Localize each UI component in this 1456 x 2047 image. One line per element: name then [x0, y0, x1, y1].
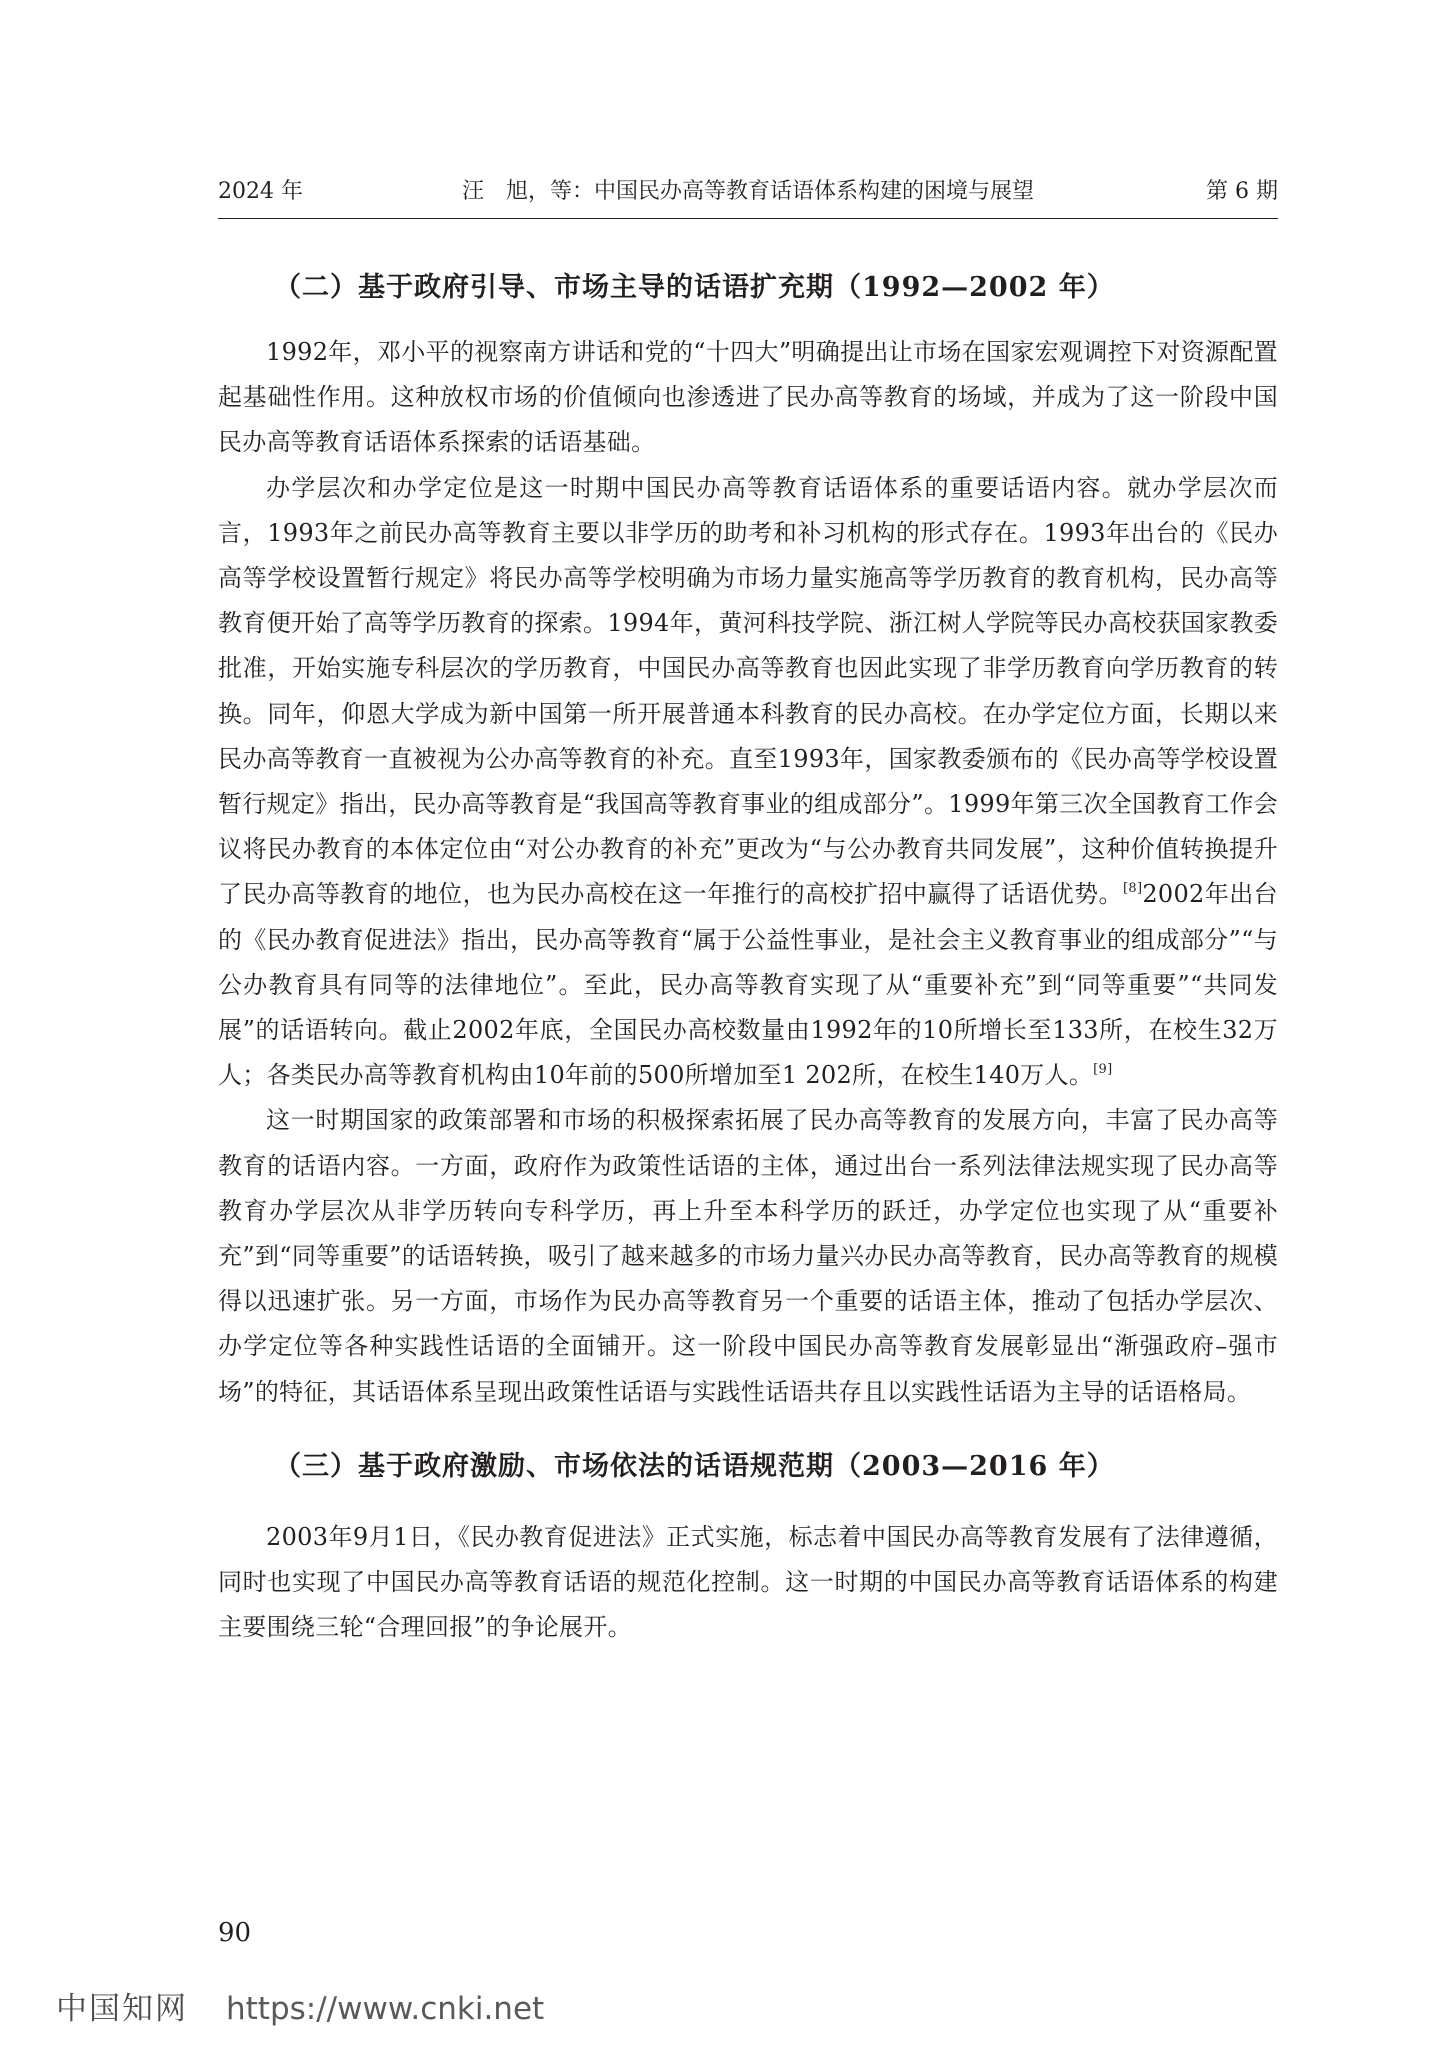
- header-running-title: 汪 旭，等：中国民办高等教育话语体系构建的困境与展望: [461, 179, 1034, 204]
- article-body: [218, 264, 1278, 1650]
- cnki-watermark: [56, 1984, 544, 2034]
- section-heading-3: （三）基于政府激励、市场依法的话语规范期（2003—2016 年）: [274, 1450, 1115, 1482]
- header-issue: 第 6 期: [1206, 179, 1278, 204]
- paragraph-text: 办学层次和办学定位是这一时期中国民办高等教育话语体系的重要话语内容。就办学层次而言，1993年之前民办高等教育主要以非学历的助考和补习机构的形式存在。1993年出台的《民办高等学校设置暂行规定》将民办高等学校明确为市场力量实施高等学历教育的教育机构，民办高等教育便开始了高等学历教育的探索。1994年，黄河科技学院、浙江树人学院等民办高校获国家教委批准，开始实施专科层次的学历教育，中国民办高等教育也因此实现了非学历教育向学历教育的转换。同年，仰恩大学成为新中国第一所开展普通本科教育的民办高校。在办学定位方面，长期以来民办高等教育一直被视为公办高等教育的补充。直至1993年，国家教委颁布的《民办高等学校设置暂行规定》指出，民办高等教育是“我国高等教育事业的组成部分”。1999年第三次全国教育工作会议将民办教育的本体定位由“对公办教育的补充”更改为“与公办教育共同发展”，这种价值转换提升了民办高等教育的地位，也为民办高校在这一年推行的高校扩招中赢得了话语优势。: [218, 473, 1278, 909]
- paragraph-text: 2002年出台的《民办教育促进法》指出，民办高等教育“属于公益性事业，是社会主义教育事业的组成部分”“与公办教育具有同等的法律地位”。至此，民办高等教育实现了从“重要补充”到“同等重要”“共同发展”的话语转向。截止2002年底，全国民办高校数量由1992年的10所增长至133所，在校生32万人；各类民办高等教育机构由10年前的500所增加至1 202所，在校生140万人。: [218, 880, 1278, 1090]
- citation-ref[interactable]: [8]: [1123, 881, 1143, 897]
- header-year: 2024 年: [218, 179, 303, 204]
- paragraph: 2003年9月1日，《民办教育促进法》正式实施，标志着中国民办高等教育发展有了法律遵循，同时也实现了中国民办高等教育话语的规范化控制。这一时期的中国民办高等教育话语体系的构建主要围绕三轮“合理回报”的争论展开。: [218, 1522, 1278, 1642]
- header-rule: [218, 218, 1278, 219]
- paragraph: 1992年，邓小平的视察南方讲话和党的“十四大”明确提出让市场在国家宏观调控下对资源配置起基础性作用。这种放权市场的价值倾向也渗透进了民办高等教育的场域，并成为了这一阶段中国民办高等教育话语体系探索的话语基础。: [218, 338, 1278, 457]
- paragraph: 这一时期国家的政策部署和市场的积极探索拓展了民办高等教育的发展方向，丰富了民办高等教育的话语内容。一方面，政府作为政策性话语的主体，通过出台一系列法律法规实现了民办高等教育办学层次从非学历转向专科学历，再上升至本科学历的跃迁，办学定位也实现了从“重要补充”到“同等重要”的话语转换，吸引了越来越多的市场力量兴办民办高等教育，民办高等教育的规模得以迅速扩张。另一方面，市场作为民办高等教育另一个重要的话语主体，推动了包括办学层次、办学定位等各种实践性话语的全面铺开。这一阶段中国民办高等教育发展彰显出“渐强政府–强市场”的特征，其话语体系呈现出政策性话语与实践性话语共存且以实践性话语为主导的话语格局。: [218, 1106, 1278, 1406]
- page-header: [218, 172, 1278, 212]
- cnki-logo-text: 中国知网: [56, 1991, 188, 2027]
- cnki-url[interactable]: https://www.cnki.net: [226, 1991, 545, 2027]
- page-number: 90: [218, 1918, 252, 1948]
- section-heading-2: （二）基于政府引导、市场主导的话语扩充期（1992—2002 年）: [274, 272, 1115, 303]
- paragraph: [218, 466, 1278, 1099]
- citation-ref[interactable]: [9]: [1093, 1062, 1113, 1078]
